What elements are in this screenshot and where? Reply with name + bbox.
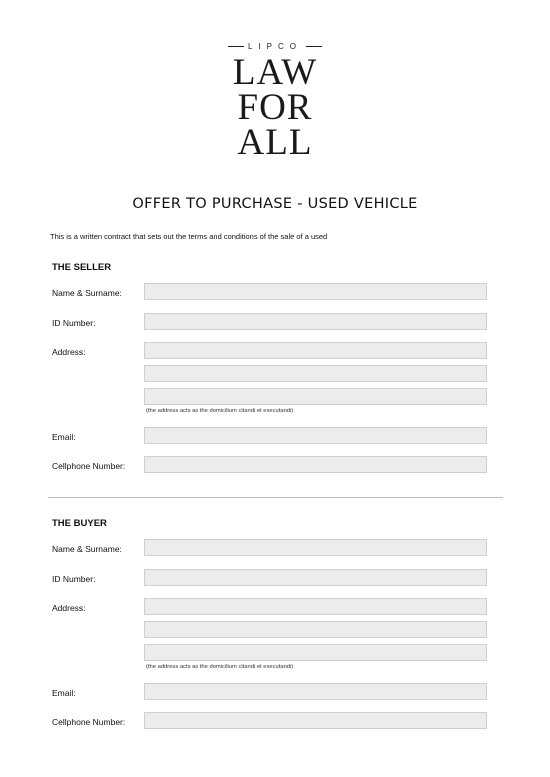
logo-brand-top (0, 42, 550, 51)
lipco-law-for-all-logo (0, 42, 550, 163)
buyer-id-label: ID Number: (52, 574, 96, 584)
buyer-id-field[interactable] (144, 569, 487, 586)
logo-word-3: ALL (237, 122, 313, 163)
buyer-address-line-2-field[interactable] (144, 621, 487, 638)
buyer-heading: THE BUYER (52, 518, 107, 529)
buyer-address-note: (the address acts as the domicilium citandi et executandi) (146, 664, 294, 670)
logo-word-2: FOR (237, 87, 313, 128)
buyer-address-line-1-field[interactable] (144, 598, 487, 615)
seller-address-line-3-field[interactable] (144, 388, 487, 405)
seller-id-field[interactable] (144, 313, 487, 330)
seller-cellphone-field[interactable] (144, 456, 487, 473)
seller-address-note: (the address acts as the domicilium citandi et executandi) (146, 408, 294, 414)
seller-email-field[interactable] (144, 427, 487, 444)
seller-address-line-2-field[interactable] (144, 365, 487, 382)
logo-word-1: LAW (232, 52, 318, 93)
seller-heading: THE SELLER (52, 262, 112, 273)
seller-email-label: Email: (52, 432, 76, 442)
buyer-address-line-3-field[interactable] (144, 644, 487, 661)
document-title: OFFER TO PURCHASE - USED VEHICLE (132, 196, 418, 212)
buyer-name-field[interactable] (144, 539, 487, 556)
logo-rule-right (306, 46, 322, 47)
seller-name-label: Name & Surname: (52, 288, 122, 298)
buyer-address-label: Address: (52, 603, 86, 613)
buyer-name-label: Name & Surname: (52, 544, 122, 554)
logo-rule-left (228, 46, 244, 47)
buyer-email-field[interactable] (144, 683, 487, 700)
section-divider (48, 497, 503, 498)
seller-cellphone-label: Cellphone Number: (52, 461, 126, 471)
buyer-email-label: Email: (52, 688, 76, 698)
buyer-cellphone-field[interactable] (144, 712, 487, 729)
seller-address-line-1-field[interactable] (144, 342, 487, 359)
buyer-cellphone-label: Cellphone Number: (52, 717, 126, 727)
seller-id-label: ID Number: (52, 318, 96, 328)
seller-name-field[interactable] (144, 283, 487, 300)
seller-address-label: Address: (52, 347, 86, 357)
logo-brand-text: LIPCO (247, 42, 302, 51)
intro-text: This is a written contract that sets out the terms and conditions of the sale of a used (50, 232, 328, 241)
